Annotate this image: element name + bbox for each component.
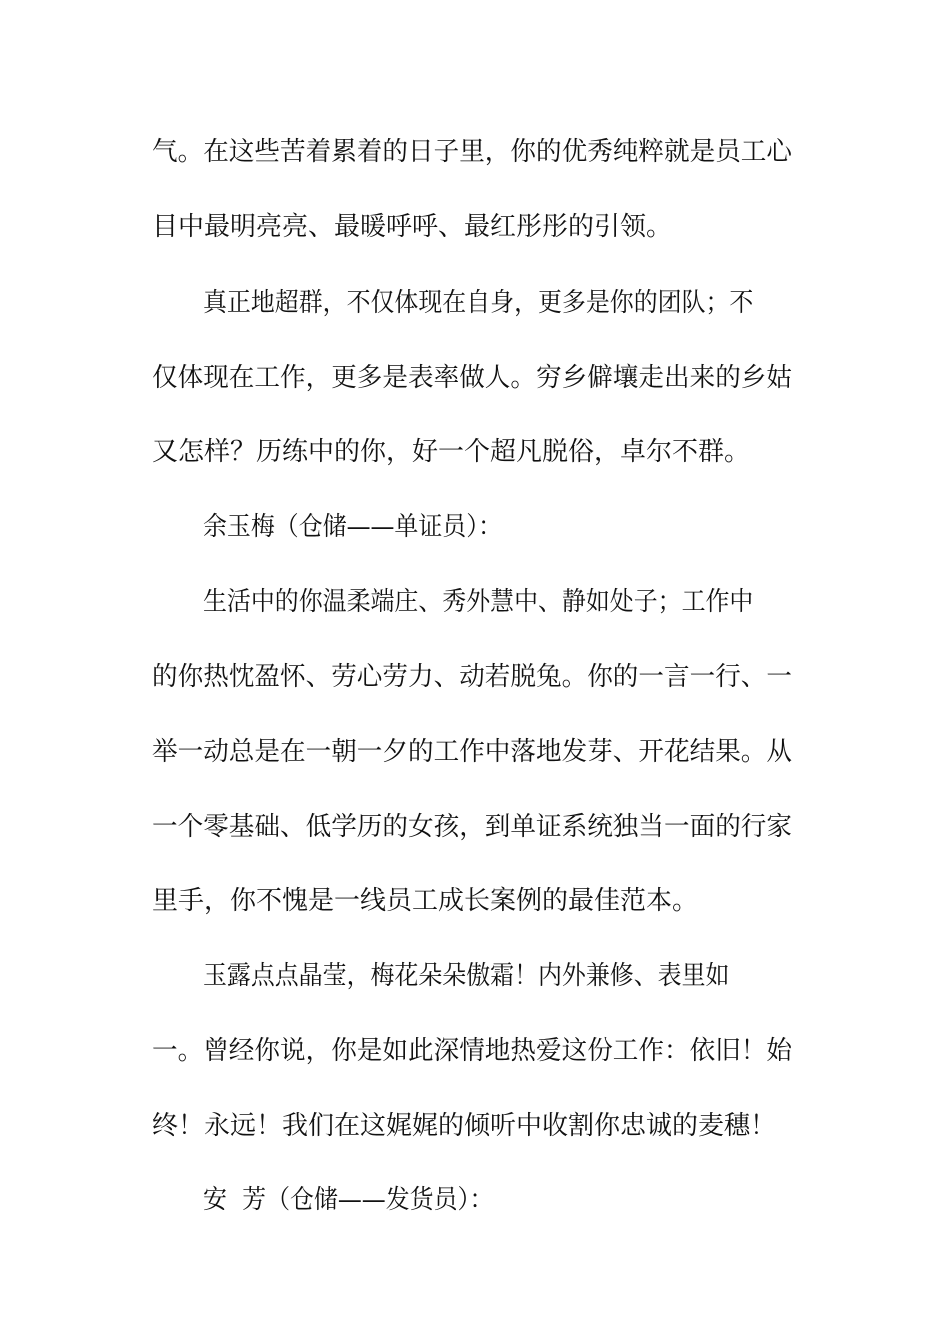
paragraph-line: 一。曾经你说，你是如此深情地热爱这份工作：依旧！始 [152, 1036, 793, 1066]
paragraph-line: 里手，你不愧是一线员工成长案例的最佳范本。 [152, 886, 699, 916]
paragraph-line: 玉露点点晶莹，梅花朵朵傲霜！内外兼修、表里如 [203, 961, 730, 991]
paragraph-line: 仅体现在工作，更多是表率做人。穷乡僻壤走出来的乡姑 [152, 363, 793, 393]
paragraph-line: 又怎样？历练中的你，好一个超凡脱俗，卓尔不群。 [152, 437, 751, 467]
section-heading: 安 芳（仓储——发货员）： [203, 1185, 494, 1215]
paragraph-line: 的你热忱盈怀、劳心劳力、动若脱兔。你的一言一行、一 [152, 662, 793, 692]
paragraph-line: 一个零基础、低学历的女孩，到单证系统独当一面的行家 [152, 812, 793, 842]
section-heading: 余玉梅（仓储——单证员）： [203, 512, 503, 542]
paragraph-line: 目中最明亮亮、最暖呼呼、最红彤彤的引领。 [152, 212, 673, 242]
paragraph-line: 气。在这些苦着累着的日子里，你的优秀纯粹就是员工心 [152, 137, 793, 167]
paragraph-line: 举一动总是在一朝一夕的工作中落地发芽、开花结果。从 [152, 737, 793, 767]
paragraph-line: 生活中的你温柔端庄、秀外慧中、静如处子；工作中 [203, 587, 754, 617]
paragraph-line: 真正地超群，不仅体现在自身，更多是你的团队；不 [203, 288, 754, 318]
paragraph-line: 终！永远！我们在这娓娓的倾听中收割你忠诚的麦穗！ [152, 1111, 777, 1141]
